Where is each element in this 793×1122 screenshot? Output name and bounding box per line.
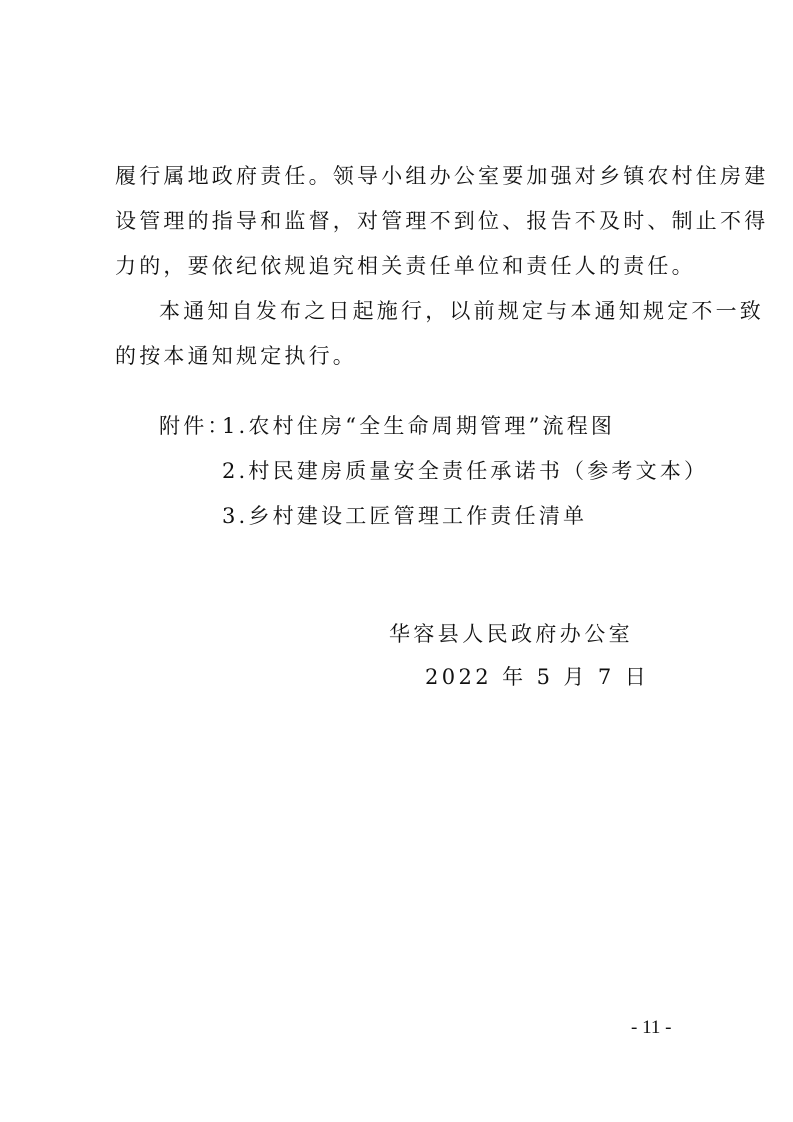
signature-date: 2022 年 5 月 7 日 xyxy=(425,665,650,689)
page-number: - 11 - xyxy=(631,1017,672,1038)
body-line: 的按本通知规定执行。 xyxy=(115,344,357,368)
body-line: 履行属地政府责任。领导小组办公室要加强对乡镇农村住房建 xyxy=(115,164,769,188)
attachments-label: 附件： xyxy=(159,414,232,438)
attachment-item: 2.村民建房质量安全责任承诺书（参考文本） xyxy=(222,459,709,483)
body-line: 设管理的指导和监督，对管理不到位、报告不及时、制止不得 xyxy=(115,209,769,233)
attachment-item: 1.农村住房“全生命周期管理”流程图 xyxy=(222,414,616,438)
attachment-item: 3.乡村建设工匠管理工作责任清单 xyxy=(222,504,588,528)
body-line: 力的，要依纪依规追究相关责任单位和责任人的责任。 xyxy=(115,254,696,278)
body-line: 本通知自发布之日起施行，以前规定与本通知规定不一致 xyxy=(159,299,764,323)
signature-org: 华容县人民政府办公室 xyxy=(389,622,633,646)
